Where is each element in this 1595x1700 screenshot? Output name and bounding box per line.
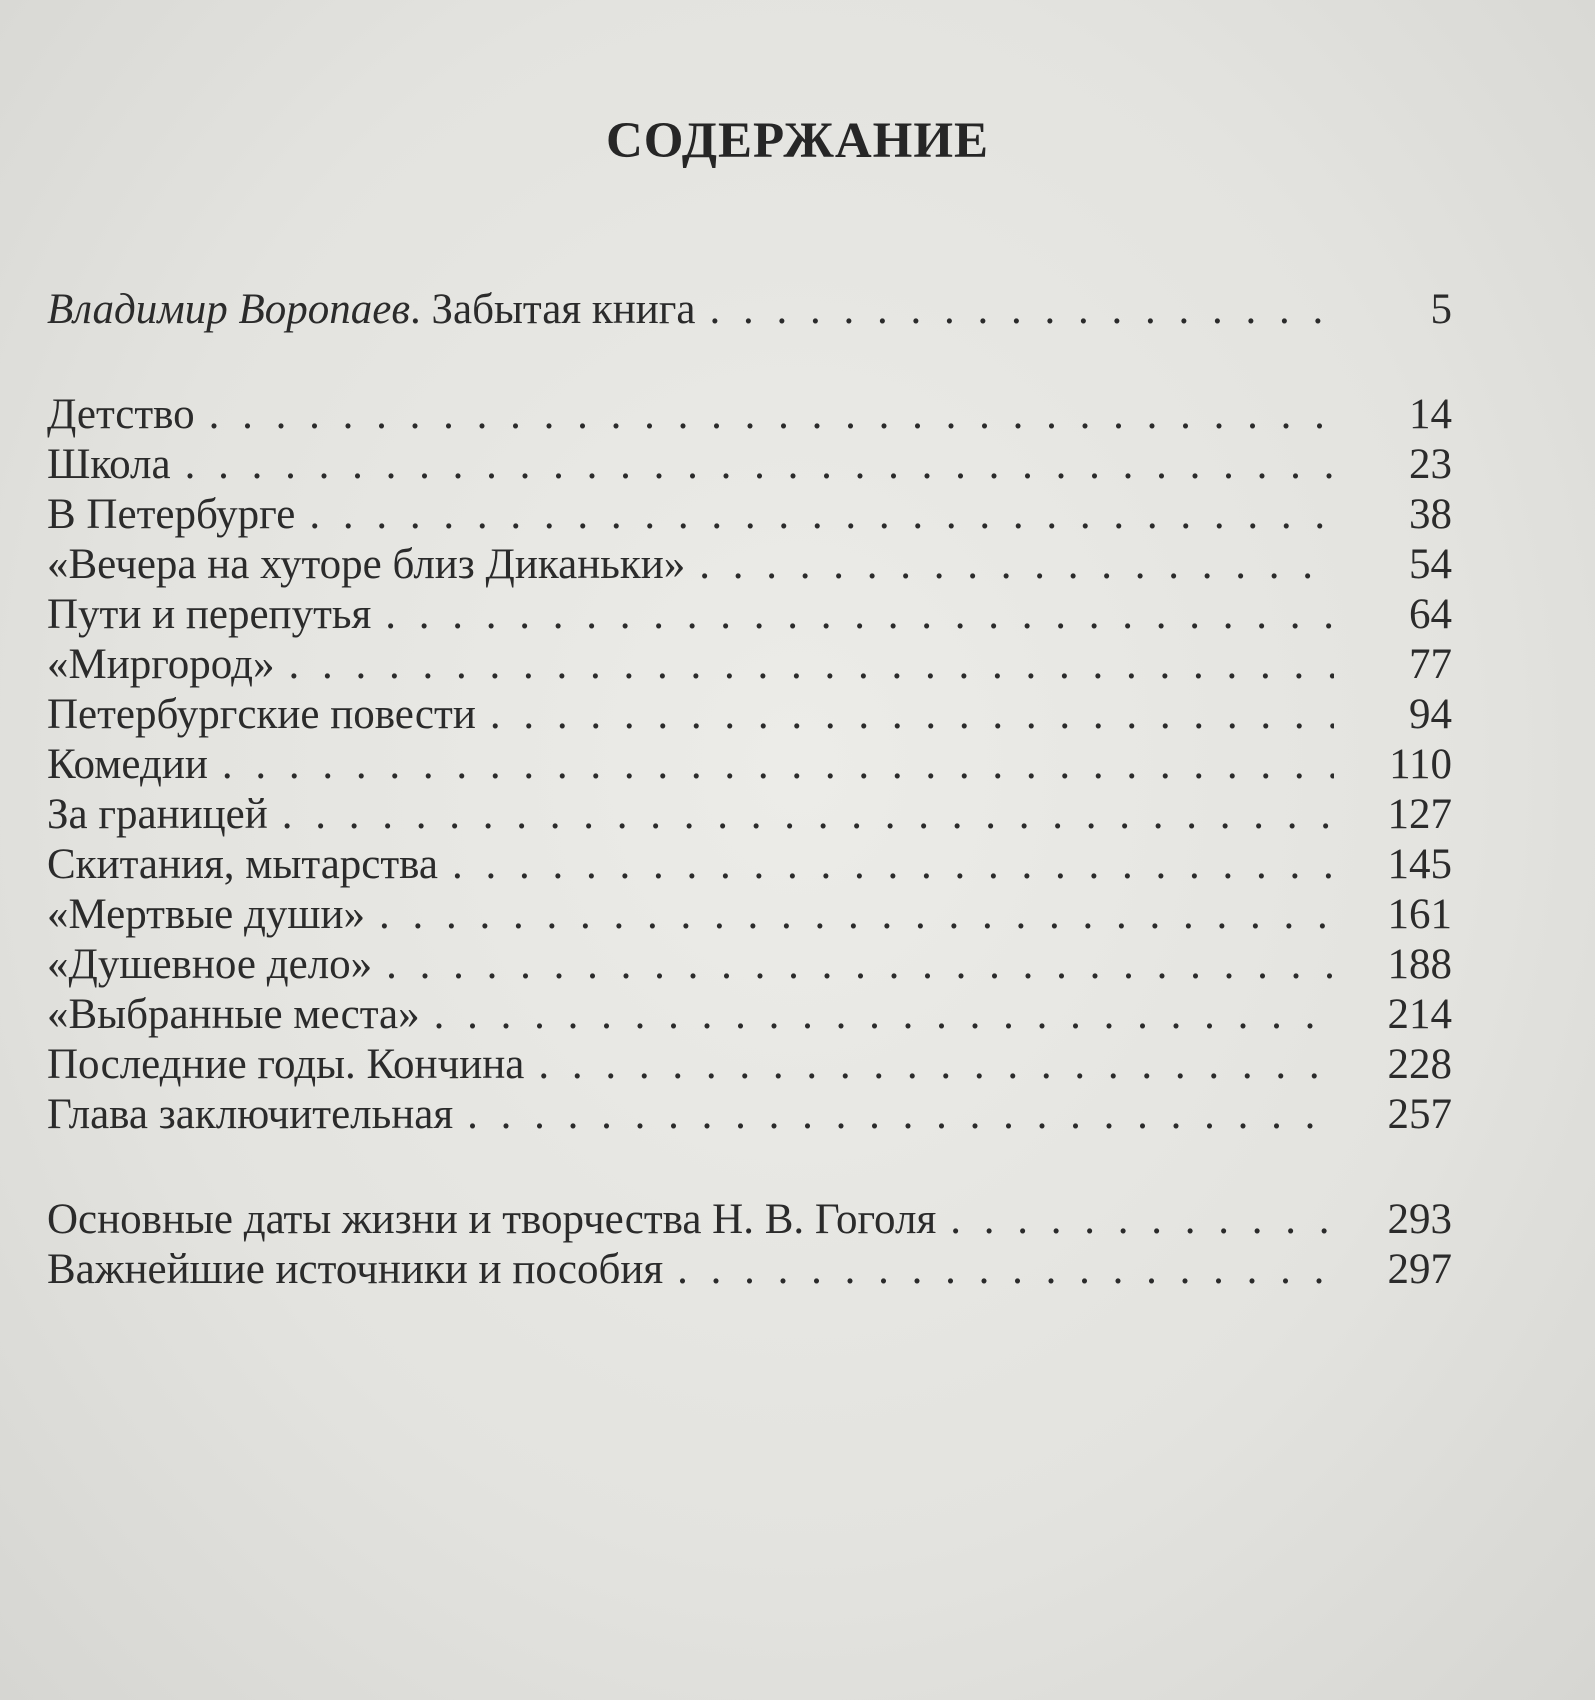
toc-entry[interactable] <box>47 690 1452 740</box>
toc-entry-intro[interactable] <box>47 285 1452 335</box>
dot-leader <box>950 1195 1334 1245</box>
toc-page-number: 257 <box>1387 1091 1452 1138</box>
page-title: СОДЕРЖАНИЕ <box>605 113 990 169</box>
toc-page-number: 23 <box>1409 441 1452 488</box>
dot-leader <box>538 1040 1334 1090</box>
toc-entry[interactable] <box>47 540 1452 590</box>
dot-leader <box>677 1245 1334 1295</box>
toc-entry-label: Важнейшие источники и пособия <box>47 1246 664 1293</box>
toc-intro <box>47 285 1452 335</box>
toc-entry[interactable] <box>47 440 1452 490</box>
toc-entry-label: Детство <box>47 391 195 438</box>
toc-page-number: 64 <box>1409 591 1452 638</box>
toc-entry[interactable] <box>47 990 1452 1040</box>
toc-entry-label: В Петербурге <box>47 491 296 538</box>
dot-leader <box>288 640 1334 690</box>
dot-leader <box>209 390 1334 440</box>
toc-page-number: 188 <box>1387 941 1452 988</box>
toc-entry-label: Последние годы. Кончина <box>47 1041 525 1088</box>
dot-leader <box>185 440 1334 490</box>
dot-leader <box>385 590 1334 640</box>
dot-leader <box>452 840 1334 890</box>
toc-page-number: 127 <box>1387 791 1452 838</box>
toc-page-number: 38 <box>1409 491 1452 538</box>
dot-leader <box>699 540 1334 590</box>
toc-entry-label: «Выбранные места» <box>47 991 420 1038</box>
toc-page-number: 293 <box>1387 1196 1452 1243</box>
toc-page-number: 110 <box>1389 741 1452 788</box>
toc-entry[interactable] <box>47 1195 1452 1245</box>
toc-entry-label: Скитания, мытарства <box>47 841 438 888</box>
toc-entry[interactable] <box>47 940 1452 990</box>
toc-entry[interactable] <box>47 1040 1452 1090</box>
dot-leader <box>386 940 1334 990</box>
toc-entry-label: За границей <box>47 791 268 838</box>
dot-leader <box>282 790 1334 840</box>
dot-leader <box>379 890 1334 940</box>
toc-entry[interactable] <box>47 740 1452 790</box>
toc-entry-label: Пути и перепутья <box>47 591 372 638</box>
toc-entry-label <box>47 285 695 335</box>
toc-chapters <box>47 390 1452 1140</box>
toc-entry-label: Комедии <box>47 741 208 788</box>
toc-entry-label: Глава заключительная <box>47 1091 454 1138</box>
toc-entry-label: «Душевное дело» <box>47 941 373 988</box>
toc-entry[interactable] <box>47 790 1452 840</box>
toc-entry[interactable] <box>47 890 1452 940</box>
toc-entry[interactable] <box>47 490 1452 540</box>
toc-entry-label: «Мертвые души» <box>47 891 366 938</box>
toc-entry-label: «Вечера на хуторе близ Диканьки» <box>47 541 686 588</box>
toc-entry-label: Школа <box>47 441 171 488</box>
toc-entry[interactable] <box>47 840 1452 890</box>
toc-entry[interactable] <box>47 390 1452 440</box>
toc-page-number: 297 <box>1387 1246 1452 1293</box>
intro-author: Владимир Воропаев <box>47 286 411 333</box>
toc-entry-label: Петербургские повести <box>47 691 476 738</box>
toc-page-number: 228 <box>1387 1041 1452 1088</box>
dot-leader <box>309 490 1334 540</box>
toc-page-number: 54 <box>1409 541 1452 588</box>
toc-entry[interactable] <box>47 590 1452 640</box>
dot-leader <box>490 690 1334 740</box>
toc-entry[interactable] <box>47 640 1452 690</box>
toc-appendix <box>47 1195 1452 1295</box>
toc-page-number: 94 <box>1409 691 1452 738</box>
toc-page-number: 145 <box>1387 841 1452 888</box>
toc-page-number: 77 <box>1409 641 1452 688</box>
dot-leader <box>709 285 1334 335</box>
toc-entry-label: «Миргород» <box>47 641 275 688</box>
toc-entry[interactable] <box>47 1090 1452 1140</box>
dot-leader <box>434 990 1334 1040</box>
toc-entry[interactable] <box>47 1245 1452 1295</box>
toc-entry-label: Основные даты жизни и творчества Н. В. Гоголя <box>47 1196 937 1243</box>
toc-page-number: 14 <box>1409 391 1452 438</box>
dot-leader <box>222 740 1334 790</box>
toc-page-number: 5 <box>1430 286 1452 333</box>
toc-page-number: 161 <box>1387 891 1452 938</box>
intro-text: . Забытая книга <box>410 286 696 333</box>
toc-page-number: 214 <box>1387 991 1452 1038</box>
dot-leader <box>467 1090 1334 1140</box>
